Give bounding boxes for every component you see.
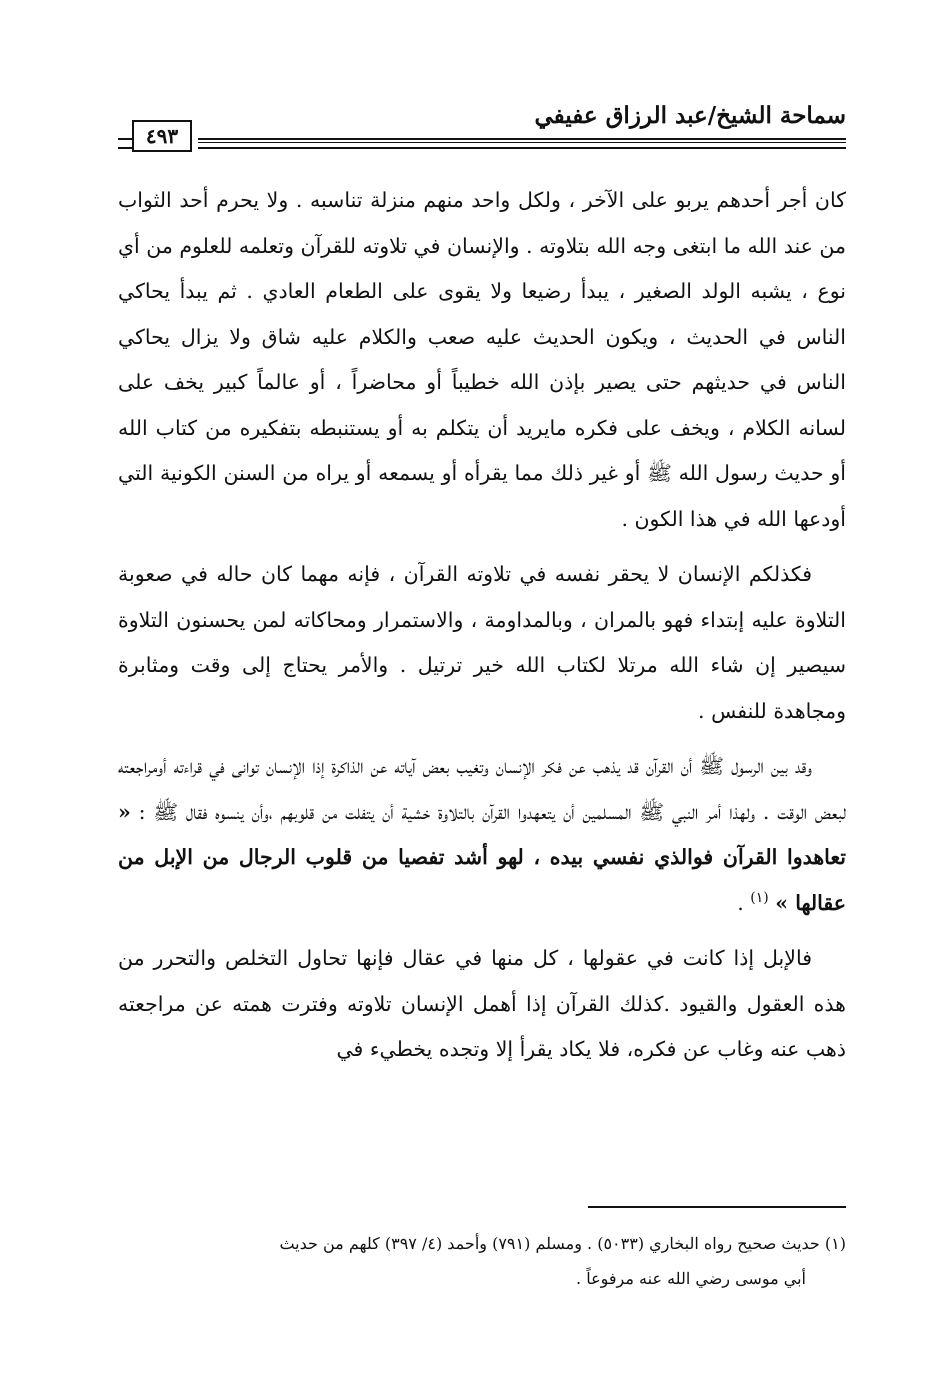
footnote-separator bbox=[588, 1206, 846, 1208]
paragraph-3-text: وقد بين الرسول ﷺ أن القرآن قد يذهب عن فكر الإنسان وتغيب بعض آياته عن الذاكرة إذا الإنسان توانى في قراءته أومراجعته لبعض الوقت . ولهذا أمر النبي ﷺ المسلمين أن يتعهدوا القرآن بالتلاوة خشية أن يتفلت من قلوبهم ،وأن ينسوه فقال ﷺ : bbox=[118, 754, 846, 824]
paragraph-4: فالإبل إذا كانت في عقولها ، كل منها في عقال فإنها تحاول التخلص والتحرر من هذه العقول والقيود .كذلك القرآن إذا أهمل الإنسان تلاوته وفترت همته عن مراجعته ذهب عنه وغاب عن فكره، فلا يكاد يقرأ إلا وتجده يخطيء في bbox=[118, 946, 846, 1061]
header-title: سماحة الشيخ/عبد الرزاق عفيفي bbox=[534, 102, 846, 129]
page-number: ٤٩٣ bbox=[132, 120, 192, 152]
footnote-1-line-2: أبي موسى رضي الله عنه مرفوعاً . bbox=[576, 1269, 806, 1288]
paragraph-3 bbox=[118, 744, 846, 926]
footnotes bbox=[118, 1226, 846, 1296]
header-rule-tail bbox=[118, 138, 134, 149]
footnote-reference[interactable]: (١) bbox=[750, 889, 769, 906]
paragraph-2: فكذلكم الإنسان لا يحقر نفسه في تلاوته القرآن ، فإنه مهما كان حاله في صعوبة التلاوة عليه إبتداء فهو بالمران ، وبالمداومة ، والاستمرار ومحاكاته لمن يحسنون التلاوة سيصير إن شاء الله مرتلا لكتاب الله خير ترتيل . والأمر يحتاج إلى وقت ومثابرة ومجاهدة للنفس . bbox=[118, 562, 846, 723]
header-double-rule bbox=[198, 138, 846, 149]
paragraph-1: كان أجر أحدهم يربو على الآخر ، ولكل واحد منهم منزلة تناسبه . ولا يحرم أحد الثواب من عند الله ما ابتغى وجه الله بتلاوته . والإنسان في تلاوته للقرآن وتعلمه للعلوم من أي نوع ، يشبه الولد الصغير ، يبدأ رضيعا ولا يقوى على الطعام العادي . ثم يبدأ يحاكي الناس في الحديث ، ويكون الحديث عليه صعب والكلام عليه شاق ولا يزال يحاكي الناس في حديثهم حتى يصير بإذن الله خطيباً أو محاضراً ، أو عالماً كبير يخف على لسانه الكلام ، ويخف على فكره مايريد أن يتكلم به أو يستنبطه بتفكيره من كتاب الله أو حديث رسول الله ﷺ أو غير ذلك مما يقرأه أو يسمعه أو يراه من السنن الكونية التي أودعها الله في هذا الكون . bbox=[118, 188, 846, 531]
running-header bbox=[118, 96, 846, 156]
hadith-quote: « تعاهدوا القرآن فوالذي نفسي بيده ، لهو أشد تفصيا من قلوب الرجال من الإبل من عقالها » bbox=[118, 799, 846, 915]
main-text bbox=[118, 178, 846, 1073]
footnote-1-line-1: (١) حديث صحيح رواه البخاري (٥٠٣٣) . ومسلم (٧٩١) وأحمد (٤/ ٣٩٧) كلهم من حديث bbox=[279, 1234, 846, 1253]
paragraph-3-tail: . bbox=[737, 890, 744, 915]
